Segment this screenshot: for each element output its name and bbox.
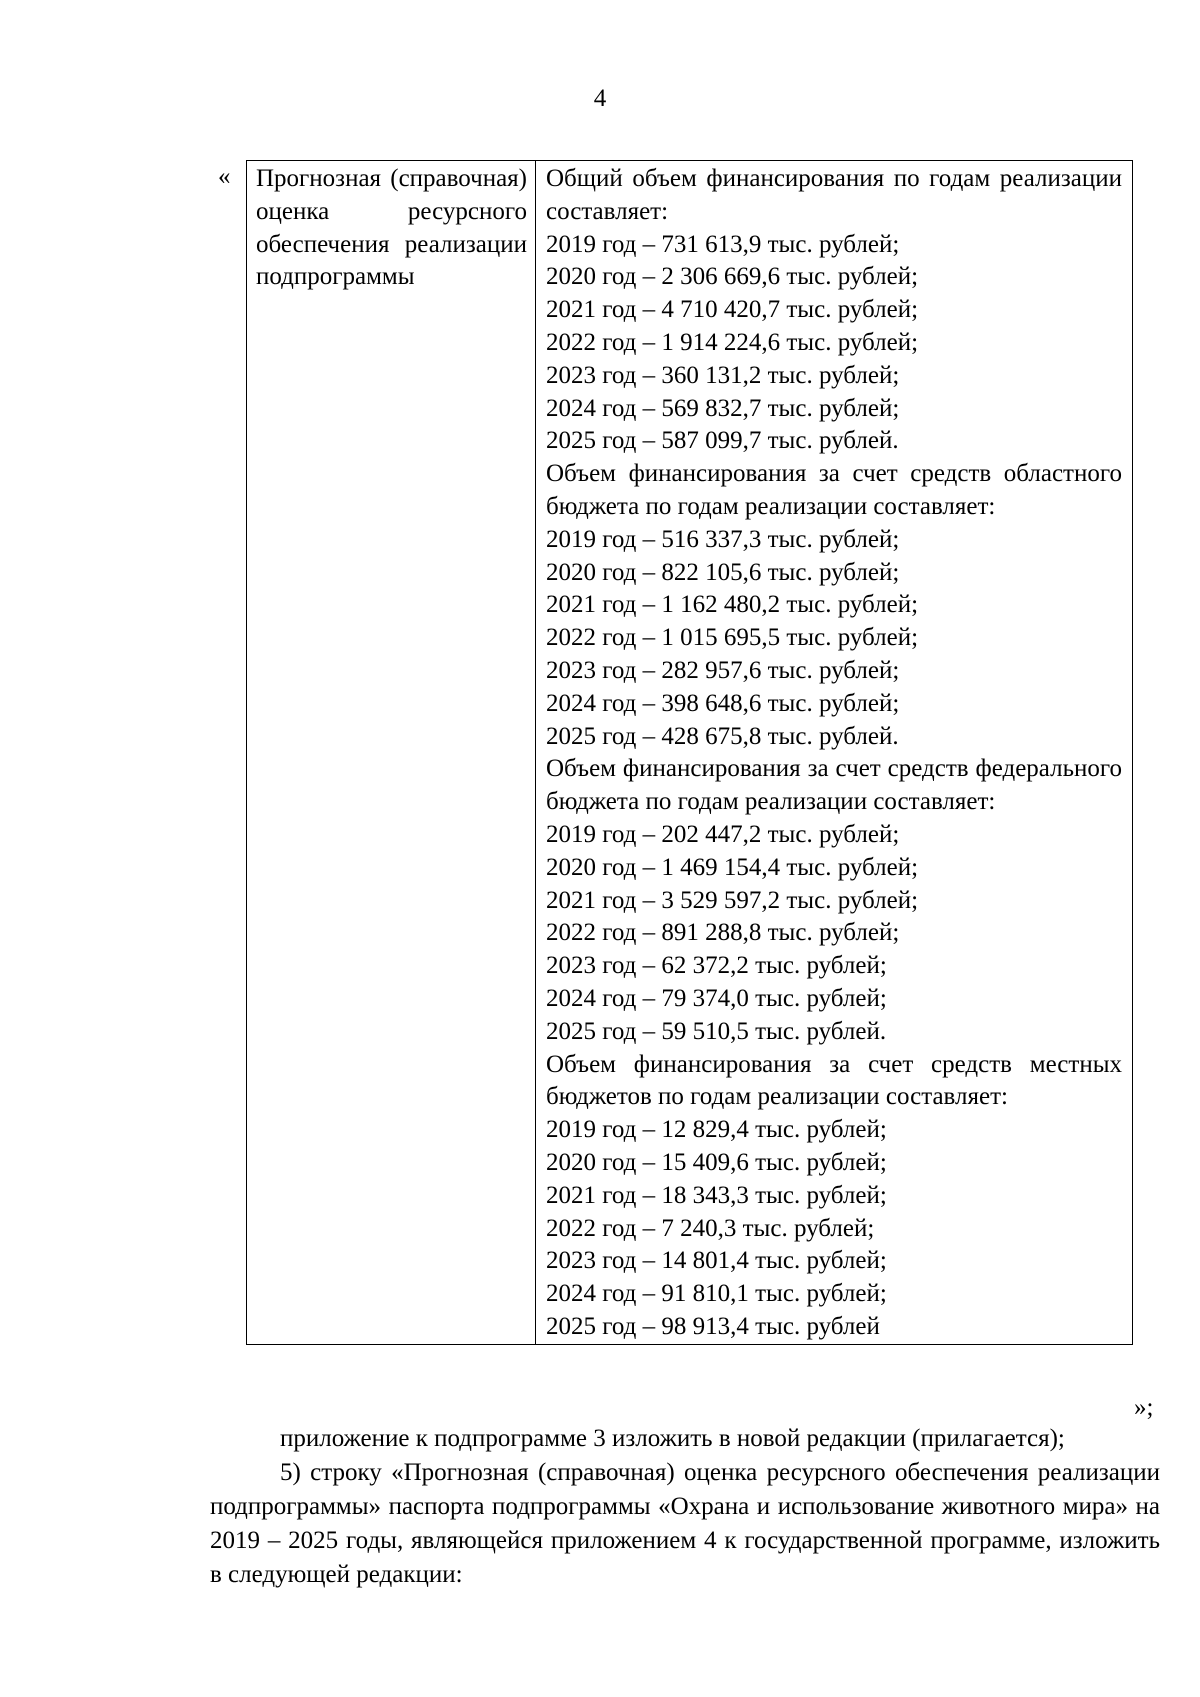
local-financing-intro: Объем финансирования за счет средств местных бюджетов по годам реализации составляет: bbox=[546, 1050, 1122, 1111]
page-number: 4 bbox=[593, 85, 607, 112]
federal-year-2020: 2020 год – 1 469 154,4 тыс. рублей; bbox=[546, 853, 919, 881]
regional-year-2021: 2021 год – 1 162 480,2 тыс. рублей; bbox=[546, 591, 919, 619]
row-label: Прогнозная (справочная) оценка ресурсного обеспечения реализации подпрограммы bbox=[256, 165, 527, 291]
total-year-2022: 2022 год – 1 914 224,6 тыс. рублей; bbox=[546, 328, 919, 356]
opening-quote: « bbox=[218, 163, 231, 190]
local-year-2020: 2020 год – 15 409,6 тыс. рублей; bbox=[546, 1148, 887, 1176]
total-financing-intro: Общий объем финансирования по годам реализации составляет: bbox=[546, 165, 1122, 225]
total-year-2021: 2021 год – 4 710 420,7 тыс. рублей; bbox=[546, 296, 919, 324]
regional-year-2023: 2023 год – 282 957,6 тыс. рублей; bbox=[546, 656, 900, 684]
closing-quote: »; bbox=[1134, 1394, 1154, 1421]
federal-year-2022: 2022 год – 891 288,8 тыс. рублей; bbox=[546, 919, 900, 947]
local-year-2021: 2021 год – 18 343,3 тыс. рублей; bbox=[546, 1181, 887, 1209]
passport-table bbox=[246, 160, 1133, 1345]
body-text bbox=[210, 1422, 1160, 1592]
local-year-2025: 2025 год – 98 913,4 тыс. рублей bbox=[546, 1312, 880, 1340]
regional-year-2024: 2024 год – 398 648,6 тыс. рублей; bbox=[546, 689, 900, 717]
table-row bbox=[247, 161, 1133, 1345]
appendix-paragraph: приложение к подпрограмме 3 изложить в новой редакции (прилагается); bbox=[280, 1425, 1065, 1452]
federal-year-2021: 2021 год – 3 529 597,2 тыс. рублей; bbox=[546, 886, 919, 914]
item-5-paragraph: 5) строку «Прогнозная (справочная) оценка ресурсного обеспечения реализации подпрограммы» паспорта подпрограммы «Охрана и использование животного мира» на 2019 – 2025 годы, являющейся приложением 4 к государственной программе, изложить в следующей редакции: bbox=[210, 1459, 1160, 1588]
total-year-2019: 2019 год – 731 613,9 тыс. рублей; bbox=[546, 230, 900, 258]
regional-year-2025: 2025 год – 428 675,8 тыс. рублей. bbox=[546, 722, 899, 750]
total-year-2024: 2024 год – 569 832,7 тыс. рублей; bbox=[546, 394, 900, 422]
federal-financing-intro: Объем финансирования за счет средств федерального бюджета по годам реализации составляет: bbox=[546, 755, 1122, 816]
federal-year-2023: 2023 год – 62 372,2 тыс. рублей; bbox=[546, 952, 887, 980]
regional-financing-intro: Объем финансирования за счет средств областного бюджета по годам реализации составляет: bbox=[546, 460, 1122, 520]
local-year-2019: 2019 год – 12 829,4 тыс. рублей; bbox=[546, 1116, 887, 1144]
federal-year-2025: 2025 год – 59 510,5 тыс. рублей. bbox=[546, 1017, 887, 1045]
local-year-2023: 2023 год – 14 801,4 тыс. рублей; bbox=[546, 1247, 887, 1275]
regional-year-2022: 2022 год – 1 015 695,5 тыс. рублей; bbox=[546, 624, 919, 652]
local-year-2024: 2024 год – 91 810,1 тыс. рублей; bbox=[546, 1280, 887, 1308]
regional-year-2019: 2019 год – 516 337,3 тыс. рублей; bbox=[546, 525, 900, 553]
local-year-2022: 2022 год – 7 240,3 тыс. рублей; bbox=[546, 1214, 875, 1242]
table-value-cell bbox=[536, 161, 1133, 1345]
regional-year-2020: 2020 год – 822 105,6 тыс. рублей; bbox=[546, 558, 900, 586]
federal-year-2019: 2019 год – 202 447,2 тыс. рублей; bbox=[546, 820, 900, 848]
federal-year-2024: 2024 год – 79 374,0 тыс. рублей; bbox=[546, 984, 887, 1012]
table-label-cell bbox=[247, 161, 536, 1345]
total-year-2023: 2023 год – 360 131,2 тыс. рублей; bbox=[546, 361, 900, 389]
total-year-2025: 2025 год – 587 099,7 тыс. рублей. bbox=[546, 427, 899, 455]
total-year-2020: 2020 год – 2 306 669,6 тыс. рублей; bbox=[546, 263, 919, 291]
